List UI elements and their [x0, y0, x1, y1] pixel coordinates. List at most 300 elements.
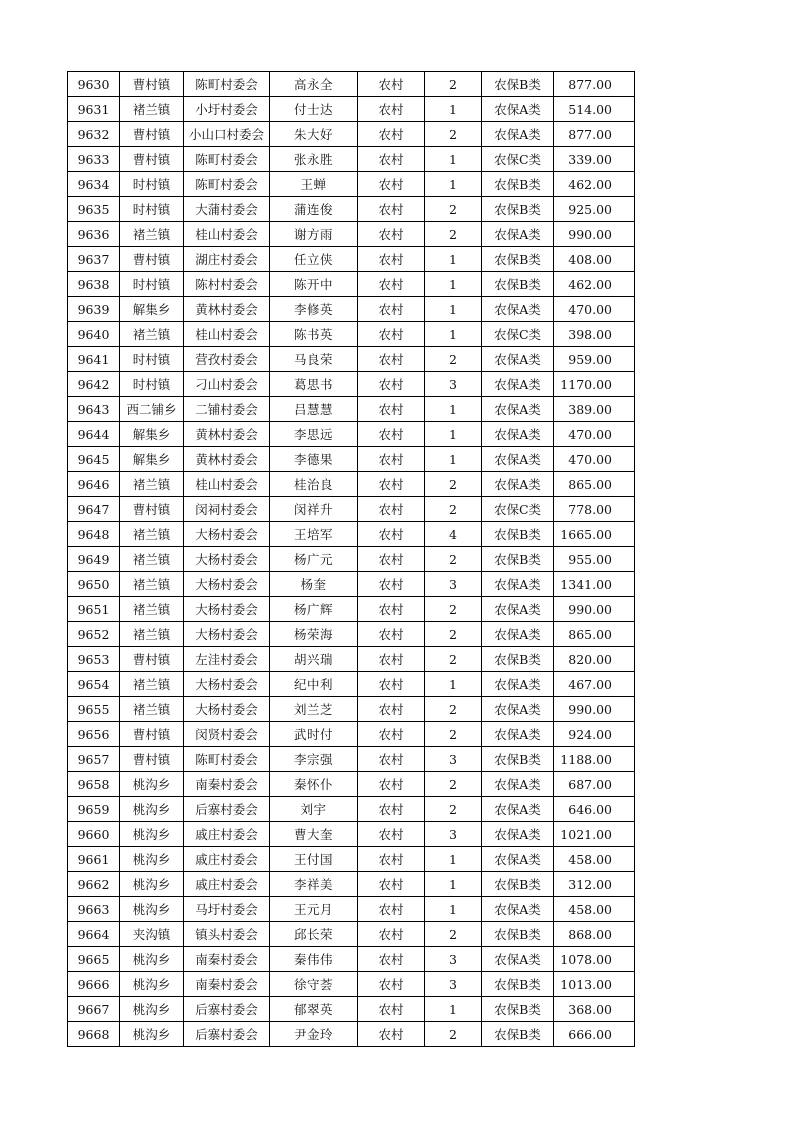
- township-cell: 时村镇: [120, 347, 184, 372]
- table-row: [68, 847, 635, 872]
- household-type-cell: 农村: [358, 497, 425, 522]
- household-type-cell: 农村: [358, 872, 425, 897]
- person-name-cell: 尹金玲: [270, 1022, 358, 1047]
- township-cell: 桃沟乡: [120, 1022, 184, 1047]
- person-name-cell: 邱长荣: [270, 922, 358, 947]
- insurance-category-cell: 农保A类: [482, 347, 554, 372]
- table-row: [68, 897, 635, 922]
- insurance-category-cell: 农保B类: [482, 1022, 554, 1047]
- serial-number-cell: 9631: [68, 97, 120, 122]
- insurance-category-cell: 农保A类: [482, 897, 554, 922]
- serial-number-cell: 9666: [68, 972, 120, 997]
- household-type-cell: 农村: [358, 772, 425, 797]
- amount-cell: 868.00: [554, 922, 635, 947]
- table-row: [68, 297, 635, 322]
- person-name-cell: 王蝉: [270, 172, 358, 197]
- township-cell: 曹村镇: [120, 147, 184, 172]
- member-count-cell: 2: [425, 547, 482, 572]
- village-committee-cell: 桂山村委会: [184, 322, 270, 347]
- amount-cell: 1013.00: [554, 972, 635, 997]
- table-row: [68, 772, 635, 797]
- amount-cell: 877.00: [554, 72, 635, 97]
- insurance-category-cell: 农保B类: [482, 272, 554, 297]
- serial-number-cell: 9655: [68, 697, 120, 722]
- serial-number-cell: 9662: [68, 872, 120, 897]
- amount-cell: 408.00: [554, 247, 635, 272]
- household-type-cell: 农村: [358, 372, 425, 397]
- table-row: [68, 122, 635, 147]
- table-row: [68, 522, 635, 547]
- household-type-cell: 农村: [358, 97, 425, 122]
- household-type-cell: 农村: [358, 272, 425, 297]
- household-type-cell: 农村: [358, 747, 425, 772]
- person-name-cell: 秦怀仆: [270, 772, 358, 797]
- village-committee-cell: 闵贤村委会: [184, 722, 270, 747]
- amount-cell: 1170.00: [554, 372, 635, 397]
- household-type-cell: 农村: [358, 72, 425, 97]
- township-cell: 褚兰镇: [120, 697, 184, 722]
- person-name-cell: 李祥美: [270, 872, 358, 897]
- serial-number-cell: 9640: [68, 322, 120, 347]
- household-type-cell: 农村: [358, 722, 425, 747]
- township-cell: 桃沟乡: [120, 797, 184, 822]
- township-cell: 曹村镇: [120, 497, 184, 522]
- serial-number-cell: 9667: [68, 997, 120, 1022]
- household-type-cell: 农村: [358, 247, 425, 272]
- village-committee-cell: 陈町村委会: [184, 147, 270, 172]
- serial-number-cell: 9643: [68, 397, 120, 422]
- insurance-category-cell: 农保B类: [482, 872, 554, 897]
- table-row: [68, 147, 635, 172]
- township-cell: 桃沟乡: [120, 822, 184, 847]
- table-row: [68, 372, 635, 397]
- insurance-category-cell: 农保A类: [482, 372, 554, 397]
- household-type-cell: 农村: [358, 297, 425, 322]
- person-name-cell: 闵祥升: [270, 497, 358, 522]
- household-type-cell: 农村: [358, 172, 425, 197]
- amount-cell: 398.00: [554, 322, 635, 347]
- person-name-cell: 武时付: [270, 722, 358, 747]
- insurance-category-cell: 农保A类: [482, 572, 554, 597]
- village-committee-cell: 闵祠村委会: [184, 497, 270, 522]
- household-type-cell: 农村: [358, 647, 425, 672]
- village-committee-cell: 戚庄村委会: [184, 872, 270, 897]
- serial-number-cell: 9653: [68, 647, 120, 672]
- village-committee-cell: 南秦村委会: [184, 947, 270, 972]
- member-count-cell: 3: [425, 947, 482, 972]
- township-cell: 时村镇: [120, 172, 184, 197]
- amount-cell: 467.00: [554, 672, 635, 697]
- member-count-cell: 2: [425, 72, 482, 97]
- member-count-cell: 3: [425, 747, 482, 772]
- township-cell: 曹村镇: [120, 72, 184, 97]
- insurance-category-cell: 农保B类: [482, 647, 554, 672]
- amount-cell: 389.00: [554, 397, 635, 422]
- village-committee-cell: 大杨村委会: [184, 672, 270, 697]
- village-committee-cell: 大杨村委会: [184, 622, 270, 647]
- village-committee-cell: 左洼村委会: [184, 647, 270, 672]
- person-name-cell: 葛思书: [270, 372, 358, 397]
- village-committee-cell: 大杨村委会: [184, 522, 270, 547]
- township-cell: 解集乡: [120, 422, 184, 447]
- table-row: [68, 547, 635, 572]
- township-cell: 褚兰镇: [120, 522, 184, 547]
- household-type-cell: 农村: [358, 972, 425, 997]
- person-name-cell: 任立侠: [270, 247, 358, 272]
- insurance-category-cell: 农保A类: [482, 422, 554, 447]
- roster-body: [68, 72, 635, 1047]
- household-type-cell: 农村: [358, 347, 425, 372]
- member-count-cell: 1: [425, 97, 482, 122]
- table-row: [68, 922, 635, 947]
- township-cell: 桃沟乡: [120, 847, 184, 872]
- village-committee-cell: 后寨村委会: [184, 997, 270, 1022]
- household-type-cell: 农村: [358, 522, 425, 547]
- village-committee-cell: 南秦村委会: [184, 772, 270, 797]
- insurance-category-cell: 农保B类: [482, 997, 554, 1022]
- household-type-cell: 农村: [358, 797, 425, 822]
- member-count-cell: 1: [425, 897, 482, 922]
- member-count-cell: 1: [425, 422, 482, 447]
- serial-number-cell: 9646: [68, 472, 120, 497]
- table-row: [68, 222, 635, 247]
- person-name-cell: 杨奎: [270, 572, 358, 597]
- person-name-cell: 付士达: [270, 97, 358, 122]
- table-row: [68, 697, 635, 722]
- insurance-category-cell: 农保A类: [482, 97, 554, 122]
- insurance-category-cell: 农保A类: [482, 122, 554, 147]
- village-committee-cell: 后寨村委会: [184, 797, 270, 822]
- township-cell: 曹村镇: [120, 747, 184, 772]
- serial-number-cell: 9649: [68, 547, 120, 572]
- amount-cell: 666.00: [554, 1022, 635, 1047]
- household-type-cell: 农村: [358, 147, 425, 172]
- table-row: [68, 447, 635, 472]
- township-cell: 褚兰镇: [120, 222, 184, 247]
- township-cell: 桃沟乡: [120, 772, 184, 797]
- member-count-cell: 1: [425, 247, 482, 272]
- insurance-category-cell: 农保A类: [482, 622, 554, 647]
- insurance-category-cell: 农保A类: [482, 822, 554, 847]
- insurance-category-cell: 农保A类: [482, 222, 554, 247]
- table-row: [68, 747, 635, 772]
- township-cell: 解集乡: [120, 297, 184, 322]
- amount-cell: 865.00: [554, 472, 635, 497]
- household-type-cell: 农村: [358, 897, 425, 922]
- village-committee-cell: 大杨村委会: [184, 572, 270, 597]
- insurance-category-cell: 农保A类: [482, 847, 554, 872]
- village-committee-cell: 马圩村委会: [184, 897, 270, 922]
- member-count-cell: 4: [425, 522, 482, 547]
- table-row: [68, 497, 635, 522]
- township-cell: 褚兰镇: [120, 622, 184, 647]
- member-count-cell: 3: [425, 372, 482, 397]
- person-name-cell: 郁翠英: [270, 997, 358, 1022]
- member-count-cell: 1: [425, 322, 482, 347]
- amount-cell: 990.00: [554, 222, 635, 247]
- table-row: [68, 72, 635, 97]
- township-cell: 褚兰镇: [120, 547, 184, 572]
- member-count-cell: 1: [425, 447, 482, 472]
- serial-number-cell: 9647: [68, 497, 120, 522]
- township-cell: 褚兰镇: [120, 97, 184, 122]
- township-cell: 曹村镇: [120, 722, 184, 747]
- household-type-cell: 农村: [358, 422, 425, 447]
- table-row: [68, 272, 635, 297]
- table-row: [68, 422, 635, 447]
- table-row: [68, 397, 635, 422]
- person-name-cell: 王付国: [270, 847, 358, 872]
- table-row: [68, 997, 635, 1022]
- village-committee-cell: 戚庄村委会: [184, 847, 270, 872]
- table-row: [68, 872, 635, 897]
- serial-number-cell: 9658: [68, 772, 120, 797]
- village-committee-cell: 南秦村委会: [184, 972, 270, 997]
- household-type-cell: 农村: [358, 672, 425, 697]
- serial-number-cell: 9641: [68, 347, 120, 372]
- person-name-cell: 李德果: [270, 447, 358, 472]
- table-row: [68, 347, 635, 372]
- member-count-cell: 2: [425, 497, 482, 522]
- township-cell: 夹沟镇: [120, 922, 184, 947]
- serial-number-cell: 9654: [68, 672, 120, 697]
- person-name-cell: 高永全: [270, 72, 358, 97]
- amount-cell: 470.00: [554, 447, 635, 472]
- amount-cell: 877.00: [554, 122, 635, 147]
- serial-number-cell: 9661: [68, 847, 120, 872]
- village-committee-cell: 小圩村委会: [184, 97, 270, 122]
- household-type-cell: 农村: [358, 822, 425, 847]
- member-count-cell: 2: [425, 1022, 482, 1047]
- table-row: [68, 647, 635, 672]
- township-cell: 桃沟乡: [120, 897, 184, 922]
- insurance-category-cell: 农保A类: [482, 797, 554, 822]
- household-type-cell: 农村: [358, 997, 425, 1022]
- household-type-cell: 农村: [358, 397, 425, 422]
- serial-number-cell: 9645: [68, 447, 120, 472]
- village-committee-cell: 黄林村委会: [184, 447, 270, 472]
- serial-number-cell: 9659: [68, 797, 120, 822]
- amount-cell: 458.00: [554, 897, 635, 922]
- table-row: [68, 172, 635, 197]
- table-row: [68, 797, 635, 822]
- serial-number-cell: 9668: [68, 1022, 120, 1047]
- insurance-category-cell: 农保A类: [482, 472, 554, 497]
- member-count-cell: 1: [425, 397, 482, 422]
- household-type-cell: 农村: [358, 947, 425, 972]
- village-committee-cell: 陈町村委会: [184, 172, 270, 197]
- serial-number-cell: 9635: [68, 197, 120, 222]
- amount-cell: 1665.00: [554, 522, 635, 547]
- person-name-cell: 谢方雨: [270, 222, 358, 247]
- insurance-category-cell: 农保B类: [482, 972, 554, 997]
- member-count-cell: 3: [425, 972, 482, 997]
- amount-cell: 1188.00: [554, 747, 635, 772]
- household-type-cell: 农村: [358, 222, 425, 247]
- household-type-cell: 农村: [358, 572, 425, 597]
- person-name-cell: 王元月: [270, 897, 358, 922]
- person-name-cell: 徐守荟: [270, 972, 358, 997]
- insurance-category-cell: 农保A类: [482, 947, 554, 972]
- household-type-cell: 农村: [358, 622, 425, 647]
- insurance-category-cell: 农保B类: [482, 72, 554, 97]
- village-committee-cell: 桂山村委会: [184, 472, 270, 497]
- amount-cell: 959.00: [554, 347, 635, 372]
- amount-cell: 1021.00: [554, 822, 635, 847]
- household-type-cell: 农村: [358, 922, 425, 947]
- member-count-cell: 2: [425, 622, 482, 647]
- amount-cell: 339.00: [554, 147, 635, 172]
- township-cell: 曹村镇: [120, 122, 184, 147]
- serial-number-cell: 9663: [68, 897, 120, 922]
- person-name-cell: 桂治良: [270, 472, 358, 497]
- serial-number-cell: 9652: [68, 622, 120, 647]
- township-cell: 褚兰镇: [120, 572, 184, 597]
- household-type-cell: 农村: [358, 122, 425, 147]
- serial-number-cell: 9630: [68, 72, 120, 97]
- person-name-cell: 秦伟伟: [270, 947, 358, 972]
- amount-cell: 462.00: [554, 172, 635, 197]
- township-cell: 时村镇: [120, 272, 184, 297]
- insurance-category-cell: 农保A类: [482, 597, 554, 622]
- serial-number-cell: 9644: [68, 422, 120, 447]
- insurance-category-cell: 农保B类: [482, 197, 554, 222]
- township-cell: 时村镇: [120, 197, 184, 222]
- member-count-cell: 1: [425, 172, 482, 197]
- village-committee-cell: 镇头村委会: [184, 922, 270, 947]
- person-name-cell: 张永胜: [270, 147, 358, 172]
- person-name-cell: 王培军: [270, 522, 358, 547]
- serial-number-cell: 9638: [68, 272, 120, 297]
- village-committee-cell: 二铺村委会: [184, 397, 270, 422]
- household-type-cell: 农村: [358, 697, 425, 722]
- member-count-cell: 2: [425, 922, 482, 947]
- amount-cell: 955.00: [554, 547, 635, 572]
- serial-number-cell: 9632: [68, 122, 120, 147]
- amount-cell: 778.00: [554, 497, 635, 522]
- member-count-cell: 2: [425, 797, 482, 822]
- insurance-category-cell: 农保A类: [482, 772, 554, 797]
- household-type-cell: 农村: [358, 472, 425, 497]
- insurance-category-cell: 农保A类: [482, 297, 554, 322]
- insurance-category-cell: 农保A类: [482, 672, 554, 697]
- village-committee-cell: 大杨村委会: [184, 547, 270, 572]
- table-row: [68, 247, 635, 272]
- insurance-category-cell: 农保A类: [482, 697, 554, 722]
- person-name-cell: 杨荣海: [270, 622, 358, 647]
- township-cell: 褚兰镇: [120, 322, 184, 347]
- township-cell: 褚兰镇: [120, 597, 184, 622]
- amount-cell: 925.00: [554, 197, 635, 222]
- village-committee-cell: 大杨村委会: [184, 697, 270, 722]
- village-committee-cell: 陈町村委会: [184, 72, 270, 97]
- member-count-cell: 1: [425, 872, 482, 897]
- household-type-cell: 农村: [358, 1022, 425, 1047]
- member-count-cell: 1: [425, 672, 482, 697]
- member-count-cell: 2: [425, 472, 482, 497]
- person-name-cell: 李宗强: [270, 747, 358, 772]
- table-row: [68, 322, 635, 347]
- table-row: [68, 1022, 635, 1047]
- person-name-cell: 朱大好: [270, 122, 358, 147]
- member-count-cell: 2: [425, 647, 482, 672]
- amount-cell: 1078.00: [554, 947, 635, 972]
- table-row: [68, 722, 635, 747]
- village-committee-cell: 黄林村委会: [184, 422, 270, 447]
- village-committee-cell: 陈町村委会: [184, 747, 270, 772]
- village-committee-cell: 陈村村委会: [184, 272, 270, 297]
- household-type-cell: 农村: [358, 597, 425, 622]
- village-committee-cell: 黄林村委会: [184, 297, 270, 322]
- person-name-cell: 陈开中: [270, 272, 358, 297]
- member-count-cell: 1: [425, 297, 482, 322]
- insurance-category-cell: 农保B类: [482, 247, 554, 272]
- serial-number-cell: 9634: [68, 172, 120, 197]
- township-cell: 桃沟乡: [120, 872, 184, 897]
- amount-cell: 646.00: [554, 797, 635, 822]
- table-row: [68, 472, 635, 497]
- serial-number-cell: 9657: [68, 747, 120, 772]
- household-type-cell: 农村: [358, 547, 425, 572]
- person-name-cell: 李思远: [270, 422, 358, 447]
- member-count-cell: 3: [425, 822, 482, 847]
- member-count-cell: 3: [425, 572, 482, 597]
- table-row: [68, 947, 635, 972]
- amount-cell: 368.00: [554, 997, 635, 1022]
- member-count-cell: 1: [425, 997, 482, 1022]
- township-cell: 曹村镇: [120, 247, 184, 272]
- village-committee-cell: 后寨村委会: [184, 1022, 270, 1047]
- amount-cell: 687.00: [554, 772, 635, 797]
- person-name-cell: 陈书英: [270, 322, 358, 347]
- person-name-cell: 曹大奎: [270, 822, 358, 847]
- village-committee-cell: 刁山村委会: [184, 372, 270, 397]
- member-count-cell: 2: [425, 347, 482, 372]
- village-committee-cell: 大杨村委会: [184, 597, 270, 622]
- amount-cell: 990.00: [554, 697, 635, 722]
- table-row: [68, 197, 635, 222]
- village-committee-cell: 小山口村委会: [184, 122, 270, 147]
- member-count-cell: 1: [425, 272, 482, 297]
- table-row: [68, 972, 635, 997]
- person-name-cell: 刘兰芝: [270, 697, 358, 722]
- person-name-cell: 蒲连俊: [270, 197, 358, 222]
- serial-number-cell: 9637: [68, 247, 120, 272]
- roster-table: [67, 71, 635, 1047]
- serial-number-cell: 9639: [68, 297, 120, 322]
- insurance-category-cell: 农保A类: [482, 447, 554, 472]
- member-count-cell: 2: [425, 222, 482, 247]
- household-type-cell: 农村: [358, 197, 425, 222]
- member-count-cell: 2: [425, 772, 482, 797]
- person-name-cell: 杨广元: [270, 547, 358, 572]
- member-count-cell: 2: [425, 197, 482, 222]
- township-cell: 桃沟乡: [120, 997, 184, 1022]
- person-name-cell: 马良荣: [270, 347, 358, 372]
- serial-number-cell: 9651: [68, 597, 120, 622]
- amount-cell: 462.00: [554, 272, 635, 297]
- person-name-cell: 胡兴瑞: [270, 647, 358, 672]
- village-committee-cell: 湖庄村委会: [184, 247, 270, 272]
- household-type-cell: 农村: [358, 847, 425, 872]
- township-cell: 褚兰镇: [120, 472, 184, 497]
- member-count-cell: 2: [425, 722, 482, 747]
- person-name-cell: 纪中利: [270, 672, 358, 697]
- township-cell: 西二铺乡: [120, 397, 184, 422]
- township-cell: 褚兰镇: [120, 672, 184, 697]
- village-committee-cell: 桂山村委会: [184, 222, 270, 247]
- township-cell: 曹村镇: [120, 647, 184, 672]
